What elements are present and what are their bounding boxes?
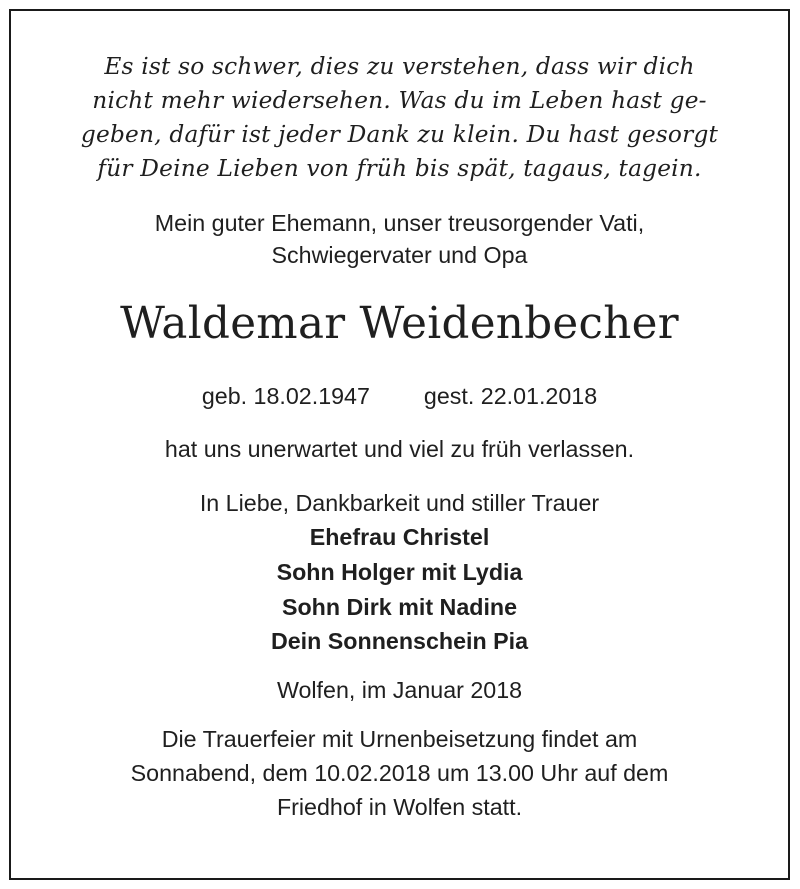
intro-line-2: Schwiegervater und Opa <box>271 242 528 268</box>
deceased-name: Waldemar Weidenbecher <box>120 299 679 349</box>
mourner-2: Sohn Holger mit Lydia <box>276 559 523 585</box>
life-dates <box>11 383 788 410</box>
passing-statement: hat uns unerwartet und viel zu früh verlassen. <box>164 436 635 462</box>
obituary-frame <box>9 9 790 880</box>
intro-line-1: Mein guter Ehemann, unser treusorgender Vati, <box>154 210 645 236</box>
mourner-1: Ehefrau Christel <box>309 524 490 550</box>
place-date: Wolfen, im Januar 2018 <box>276 677 523 703</box>
mourning-line: In Liebe, Dankbarkeit und stiller Trauer <box>199 490 600 516</box>
mourner-4: Dein Sonnenschein Pia <box>270 628 529 654</box>
poem-line-4: für Deine Lieben von früh bis spät, tagaus, tagein. <box>97 155 702 182</box>
death-date: gest. 22.01.2018 <box>423 383 598 409</box>
mourner-3: Sohn Dirk mit Nadine <box>281 594 518 620</box>
poem-line-3: geben, dafür ist jeder Dank zu klein. Du hast gesorgt <box>80 121 719 148</box>
funeral-line-1: Die Trauerfeier mit Urnenbeisetzung findet am <box>161 726 638 752</box>
funeral-line-3: Friedhof in Wolfen statt. <box>276 794 523 820</box>
poem-line-2: nicht mehr wiedersehen. Was du im Leben hast ge- <box>92 87 707 114</box>
funeral-line-2: Sonnabend, dem 10.02.2018 um 13.00 Uhr auf dem <box>130 760 669 786</box>
poem-line-1: Es ist so schwer, dies zu verstehen, dass wir dich <box>104 53 695 80</box>
birth-date: geb. 18.02.1947 <box>201 383 370 409</box>
